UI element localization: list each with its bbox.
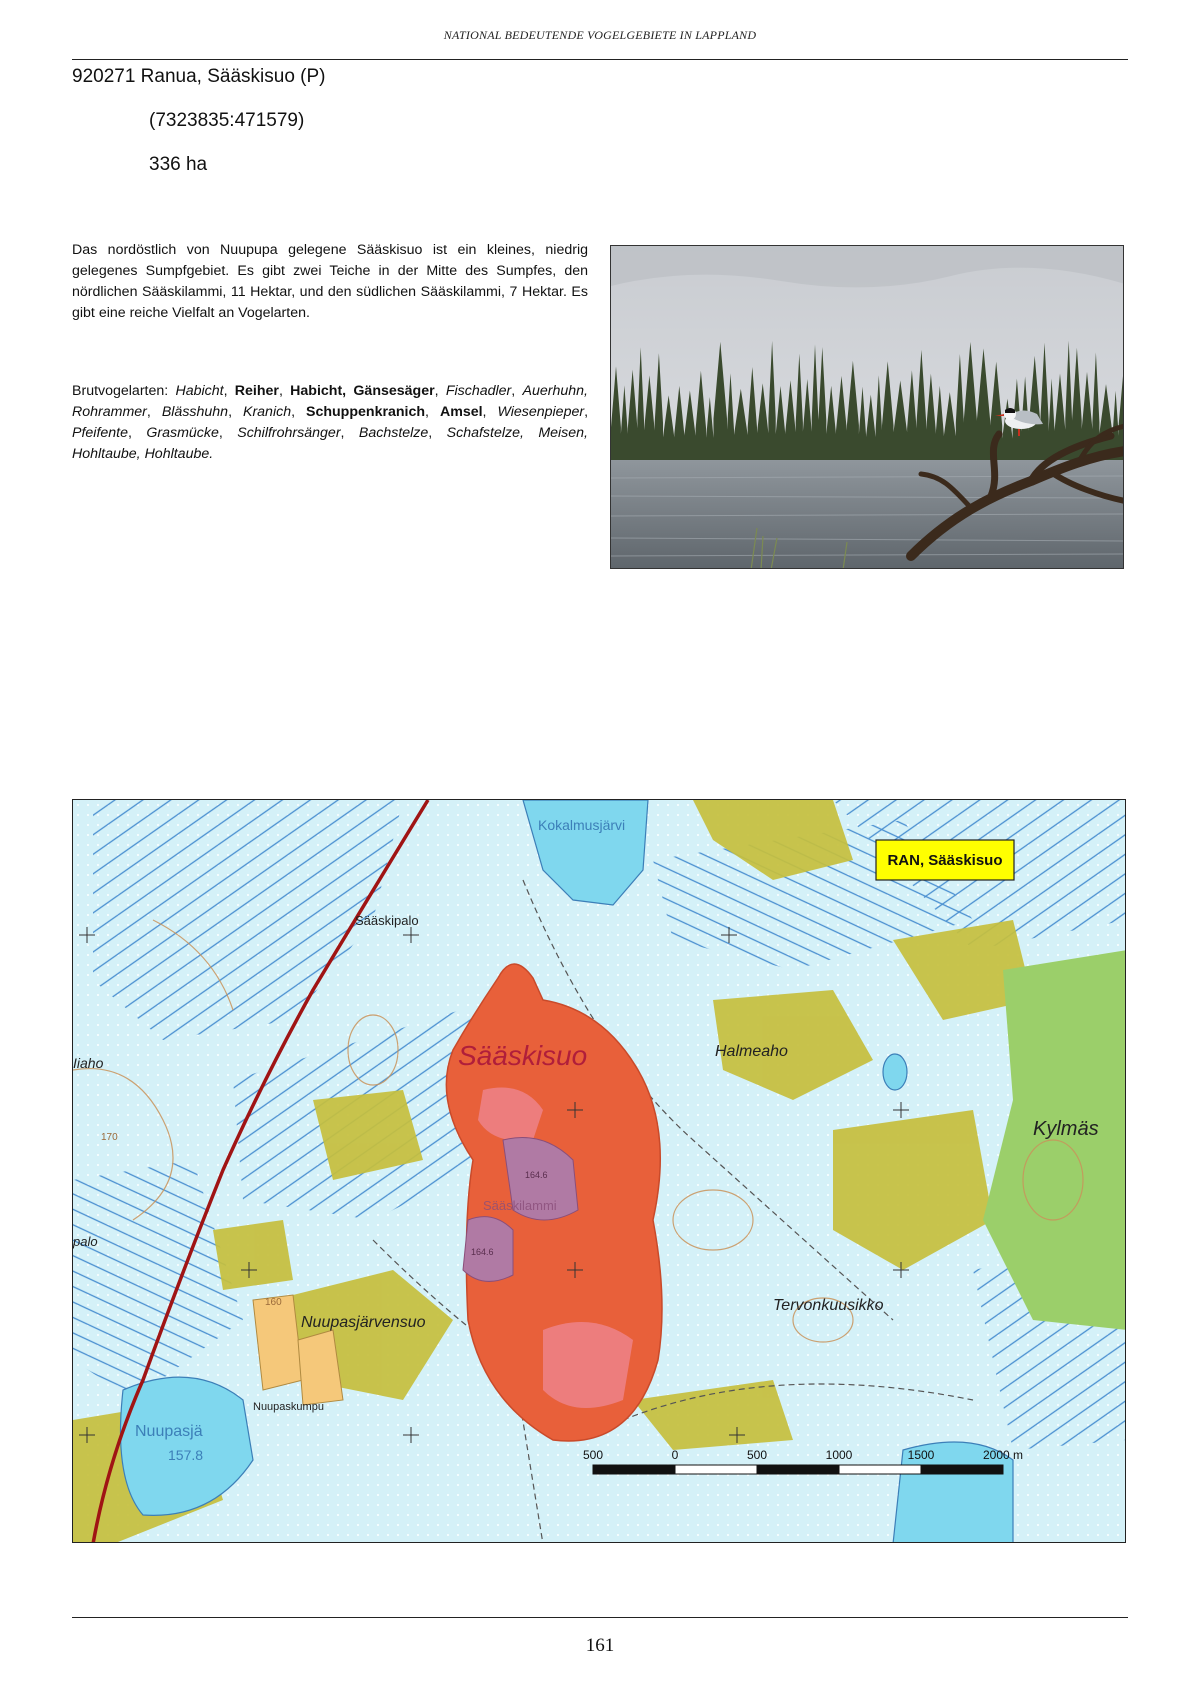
- site-map: [72, 799, 1126, 1543]
- site-title: 920271 Ranua, Sääskisuo (P): [72, 66, 326, 87]
- label-iiaho: Iiaho: [73, 1055, 104, 1071]
- label-saaskisuo: Sääskisuo: [458, 1040, 588, 1071]
- scale-label: 1500: [907, 1448, 935, 1462]
- breeding-species: [72, 381, 588, 465]
- scale-label: 2000 m: [982, 1448, 1024, 1462]
- species-item: Gänsesäger: [353, 383, 435, 399]
- scale-segment: [593, 1465, 675, 1474]
- species-item: Schuppenkranich: [306, 404, 426, 420]
- species-item: Bachstelze: [358, 425, 429, 441]
- scale-label: 1000: [825, 1448, 853, 1462]
- map-badge-label: RAN, Sääskisuo: [887, 852, 1003, 869]
- label-nuupasjarvi-elev: 157.8: [168, 1447, 204, 1463]
- species-item: Reiher: [234, 383, 279, 399]
- topographic-map: [73, 800, 1126, 1543]
- label-pond-s-elev: 164.6: [471, 1247, 494, 1257]
- site-area: 336 ha: [149, 154, 208, 175]
- species-item: Grasmücke: [146, 425, 219, 441]
- species-item: Wiesenpieper: [497, 404, 585, 420]
- label-nuupasjarvi: Nuupasjä: [135, 1423, 203, 1440]
- running-header: NATIONAL BEDEUTENDE VOGELGEBIETE IN LAPPLAND: [443, 28, 757, 42]
- page-number: 161: [585, 1635, 615, 1656]
- photo-illustration: [611, 246, 1124, 569]
- label-halmeaho: Halmeaho: [715, 1043, 788, 1060]
- scale-segment: [921, 1465, 1003, 1474]
- scale-segment: [839, 1465, 921, 1474]
- species-item: Pfeifente: [72, 425, 129, 441]
- species-label: Brutvogelarten:: [72, 383, 169, 399]
- label-contour-160: 160: [265, 1297, 282, 1308]
- species-item: Fischadler: [445, 383, 512, 399]
- scale-label: 500: [582, 1448, 604, 1462]
- scale-segment: [757, 1465, 839, 1474]
- species-item: Amsel: [439, 404, 483, 420]
- scale-segment: [675, 1465, 757, 1474]
- species-item: Kranich: [242, 404, 292, 420]
- species-item: Auerhuhn, Rohrammer: [72, 383, 588, 420]
- label-saaskilammi: Sääskilammi: [483, 1198, 557, 1213]
- scale-label: 500: [746, 1448, 768, 1462]
- site-description: Das nordöstlich von Nuupupa gelegene Sääskisuo ist ein kleines, niedrig gelegenes Sumpfgebiet. Es gibt zwei Teiche in der Mitte des Sumpfes, den nördlichen Sääskilammi, 11 Hektar, und den südlichen Sääskilammi, 7 Hektar. Es gibt eine reiche Vielfalt an Vogelarten.: [72, 242, 588, 321]
- map-badge: [876, 840, 1014, 880]
- species-items: Habicht, Reiher, Habicht, Gänsesäger, Fischadler, Auerhuhn, Rohrammer, Blässhuhn, Kranich, Schuppenkranich, Amsel, Wiesenpieper, Pfeifente, Grasmücke, Schilfrohrsänger, Bachstelze, Schafstelze, Meisen, Hohltaube, Hohltaube.: [72, 383, 589, 462]
- label-saaskipalo: Sääskipalo: [355, 913, 419, 928]
- label-nuupaskumpu: Nuupaskumpu: [253, 1401, 324, 1413]
- species-item: Schilfrohrsänger: [237, 425, 341, 441]
- header-rule: [72, 59, 1128, 60]
- label-kokalmusjarvi: Kokalmusjärvi: [538, 817, 626, 833]
- scale-label: 0: [671, 1448, 679, 1462]
- footer-rule: [72, 1617, 1128, 1618]
- site-coordinates: (7323835:471579): [149, 110, 305, 131]
- site-photo: [610, 245, 1124, 569]
- species-item: Habicht: [175, 383, 224, 399]
- label-pond-n-elev: 164.6: [525, 1170, 548, 1180]
- label-kylmas: Kylmäs: [1033, 1118, 1099, 1140]
- species-item: Habicht,: [290, 383, 347, 399]
- species-item: Blässhuhn: [161, 404, 229, 420]
- label-contour-170: 170: [101, 1132, 118, 1143]
- species-item: Schafstelze, Meisen, Hohltaube, Hohltaube.: [72, 425, 588, 462]
- label-tervonkuusikko: Tervonkuusikko: [773, 1297, 884, 1314]
- label-palo: palo: [73, 1234, 98, 1249]
- label-nuupasjarvensuo: Nuupasjärvensuo: [301, 1314, 426, 1331]
